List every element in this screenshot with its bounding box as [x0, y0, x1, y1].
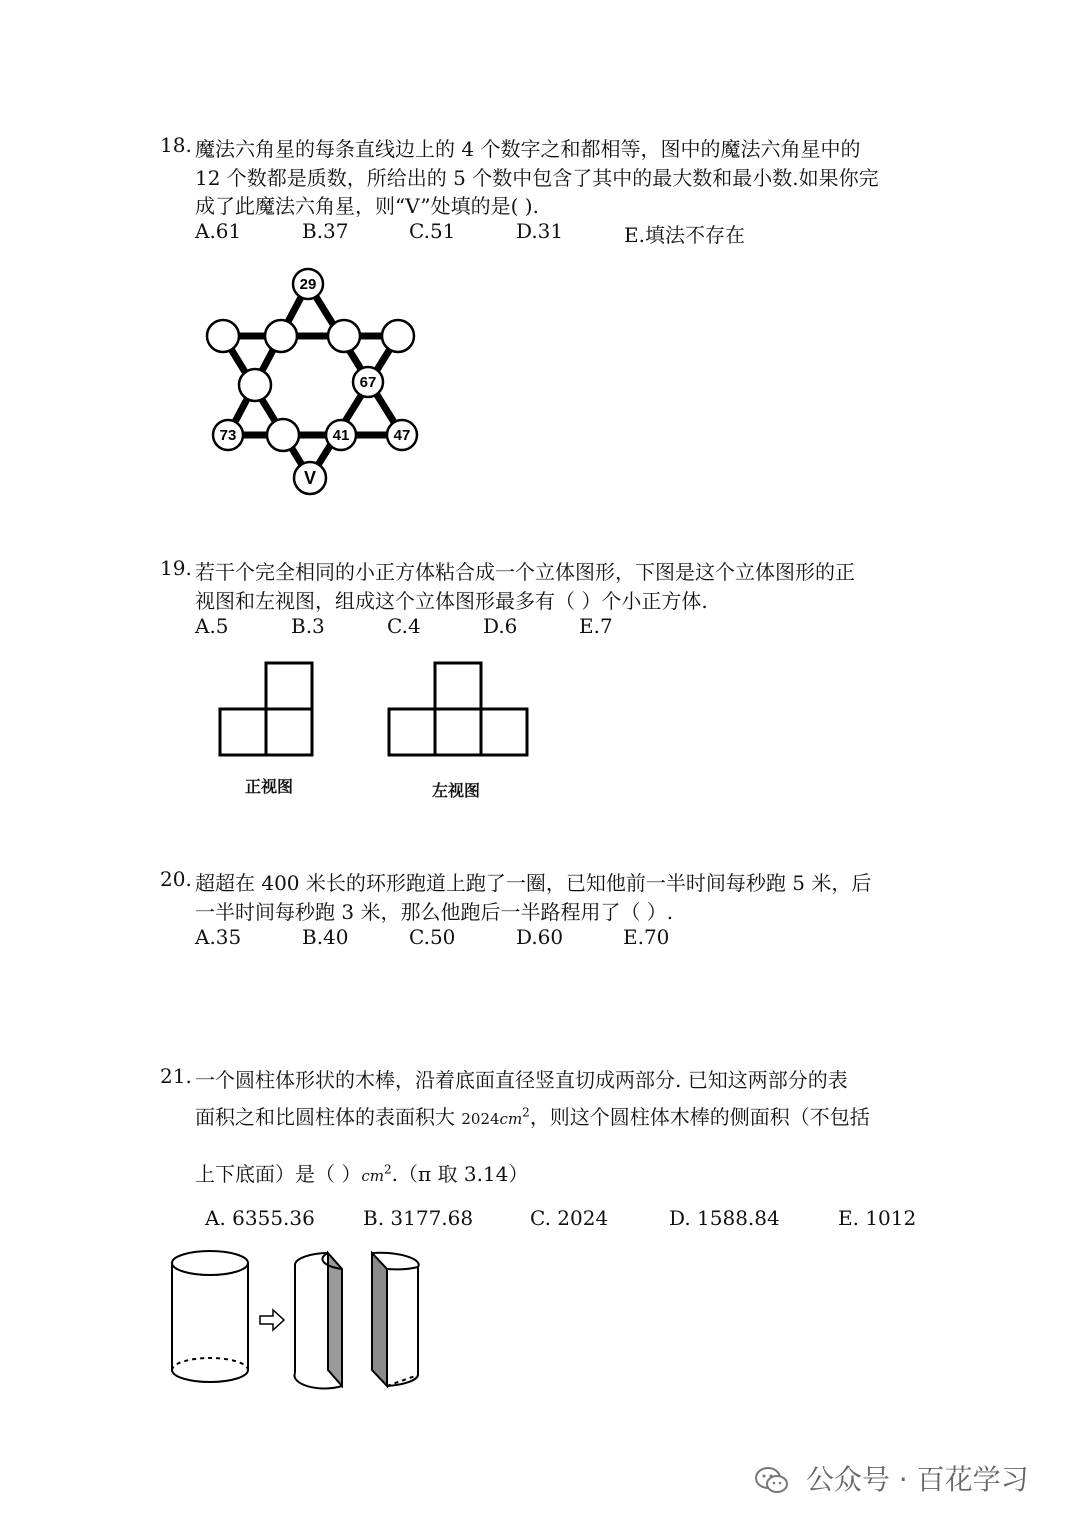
question-text-line-1: 超超在 400 米长的环形跑道上跑了一圈，已知他前一半时间每秒跑 5 米，后	[195, 871, 872, 895]
left-view-figure	[383, 660, 533, 760]
upward-triangle	[228, 284, 402, 435]
option-d[interactable]: D.6	[483, 614, 518, 638]
cylinder-top	[172, 1251, 248, 1275]
wechat-icon	[755, 1466, 789, 1496]
arrow-icon	[260, 1310, 284, 1330]
option-c[interactable]: C. 2024	[530, 1206, 609, 1230]
front-view-figure	[215, 660, 320, 760]
node-right-mid-label: 67	[359, 374, 377, 391]
question-text-line-3: 成了此魔法六角星，则“V”处填的是( ).	[195, 194, 539, 218]
node-right-outer	[382, 320, 414, 352]
watermark-text: 公众号 · 百花学习	[805, 1463, 1029, 1496]
option-b[interactable]: B.37	[302, 219, 349, 243]
option-e[interactable]: E. 1012	[838, 1206, 917, 1230]
question-text-line-3	[195, 1158, 528, 1187]
question-number: 19.	[160, 556, 192, 580]
option-a[interactable]: A. 6355.36	[205, 1206, 315, 1230]
question-text-line-2: 视图和左视图，组成这个立体图形最多有（ ）个小正方体.	[195, 589, 708, 613]
answer-unit-exponent: 2	[383, 1162, 392, 1177]
node-right-inner	[328, 320, 360, 352]
node-bottom-inner-left	[267, 419, 299, 451]
answer-unit: cm	[361, 1167, 384, 1185]
option-e[interactable]: E.70	[623, 925, 670, 949]
option-a[interactable]: A.5	[195, 614, 229, 638]
magic-hexagram-figure	[195, 260, 435, 500]
question-21	[160, 1064, 920, 1234]
node-bottom-right-label: 47	[393, 427, 411, 444]
left-view-caption: 左视图	[432, 781, 481, 800]
area-unit-exponent: 2	[522, 1105, 530, 1120]
option-d[interactable]: D.31	[516, 219, 564, 243]
cylinder-left-half	[294, 1253, 342, 1388]
question-19	[160, 556, 920, 646]
option-c[interactable]: C.50	[409, 925, 456, 949]
node-left-inner	[265, 320, 297, 352]
area-value: 2024	[461, 1110, 500, 1128]
question-18	[160, 133, 920, 247]
question-20	[160, 867, 920, 957]
question-number: 21.	[160, 1064, 192, 1088]
option-e[interactable]: E.填法不存在	[624, 223, 745, 247]
node-top-label: 29	[299, 276, 317, 293]
question-text-line-1: 魔法六角星的每条直线边上的 4 个数字之和都相等，图中的魔法六角星中的	[195, 137, 861, 161]
node-bottom-left-label: 73	[219, 427, 237, 444]
question-text-line-2	[195, 1101, 870, 1130]
option-c[interactable]: C.51	[409, 219, 456, 243]
question-text-line-2-end: ，则这个圆柱体木棒的侧面积（不包括	[529, 1105, 870, 1129]
option-a[interactable]: A.35	[195, 925, 242, 949]
question-text-line-3-end: .（π 取 3.14）	[391, 1162, 529, 1186]
option-d[interactable]: D. 1588.84	[669, 1206, 780, 1230]
cylinder-right-half	[372, 1253, 419, 1386]
cylinder-cut-figure	[160, 1245, 440, 1395]
question-text-line-2: 12 个数都是质数，所给出的 5 个数中包含了其中的最大数和最小数.如果你完	[195, 166, 879, 190]
option-a[interactable]: A.61	[195, 219, 242, 243]
question-text-line-3-start: 上下底面）是（ ）	[195, 1162, 362, 1186]
option-c[interactable]: C.4	[387, 614, 421, 638]
node-left-outer	[207, 320, 239, 352]
option-b[interactable]: B.3	[291, 614, 325, 638]
node-bottom-inner-label: 41	[332, 427, 350, 444]
option-d[interactable]: D.60	[516, 925, 564, 949]
question-number: 18.	[160, 133, 192, 157]
front-view-caption: 正视图	[245, 777, 294, 796]
node-left-mid	[239, 369, 271, 401]
downward-triangle	[223, 336, 398, 478]
question-text-line-2: 一半时间每秒跑 3 米，那么他跑后一半路程用了（ ）.	[195, 900, 674, 924]
option-b[interactable]: B.40	[302, 925, 349, 949]
question-number: 20.	[160, 867, 192, 891]
question-text-line-1: 若干个完全相同的小正方体粘合成一个立体图形，下图是这个立体图形的正	[195, 560, 855, 584]
question-text-line-2-start: 面积之和比圆柱体的表面积大	[195, 1105, 462, 1129]
option-b[interactable]: B. 3177.68	[363, 1206, 474, 1230]
area-unit: cm	[499, 1110, 523, 1128]
watermark	[755, 1458, 1029, 1498]
option-e[interactable]: E.7	[579, 614, 613, 638]
question-text-line-1: 一个圆柱体形状的木棒，沿着底面直径竖直切成两部分. 已知这两部分的表	[195, 1068, 848, 1092]
node-bottom-label: V	[303, 468, 317, 488]
